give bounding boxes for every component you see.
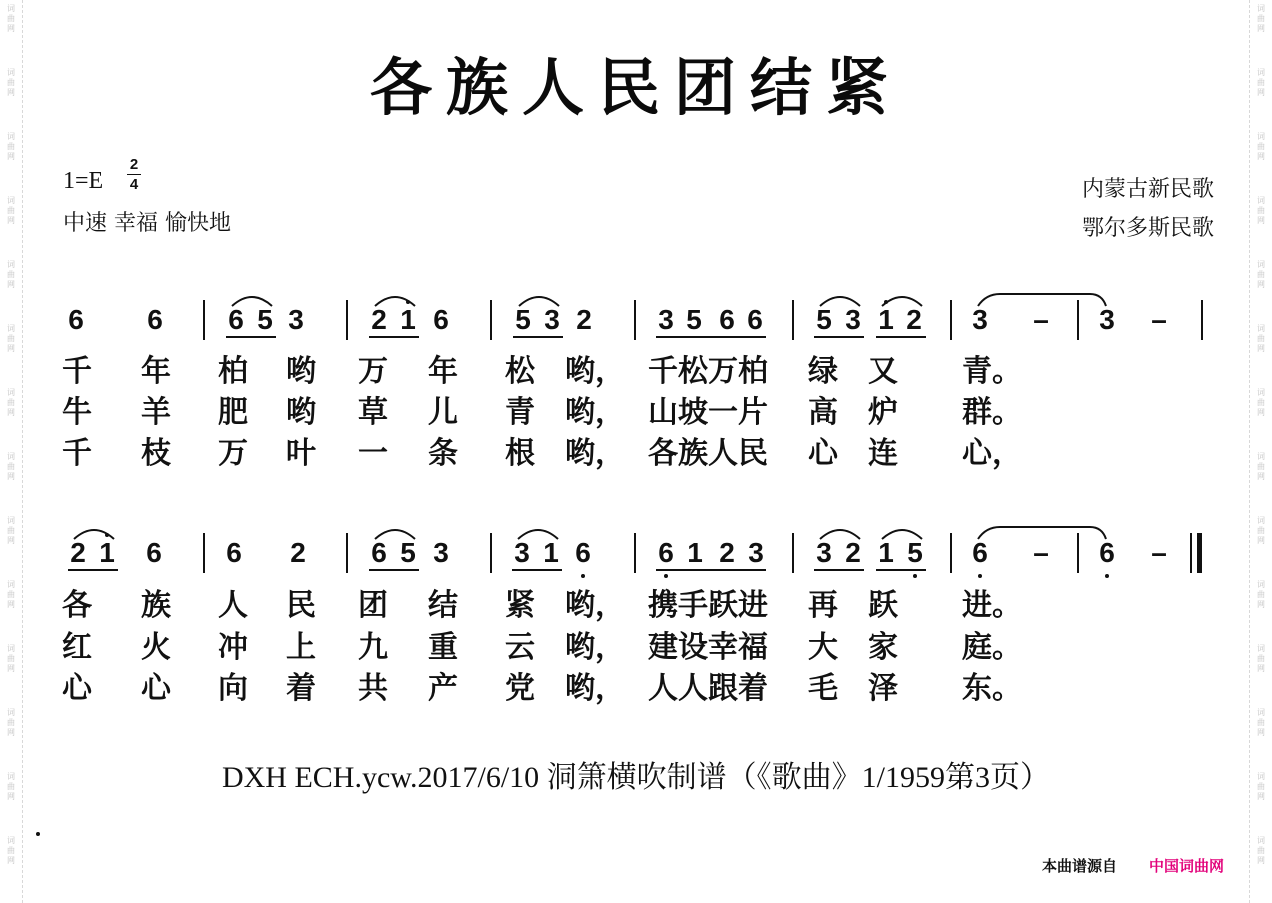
lyric-char: 哟， [565, 588, 625, 623]
note: 2 [70, 537, 86, 568]
lyric-char: 万 [358, 354, 388, 389]
watermark-text: 词 曲 网 [1257, 772, 1265, 801]
slur [518, 530, 558, 539]
watermark-text: 词 曲 网 [7, 68, 15, 97]
key-signature: 1=E [63, 168, 104, 194]
lyric-phrase: 携手跃进 [648, 588, 768, 623]
watermark-text: 词 曲 网 [1257, 708, 1265, 737]
watermark-text: 词 曲 网 [7, 196, 15, 225]
lyric-char: 人 [218, 588, 248, 623]
note: 6 [972, 537, 988, 568]
lyric-phrase: 千松万柏 [648, 354, 768, 389]
lyric-char: 草 [358, 395, 388, 430]
watermark-text: 词 曲 网 [7, 4, 15, 33]
watermark-text: 词 曲 网 [1257, 452, 1265, 481]
note: 6 [228, 304, 244, 335]
lyric-char: 心 [141, 671, 171, 706]
note: 2 [576, 304, 592, 335]
note: 1 [99, 537, 115, 568]
tempo-marking: 中速 幸福 愉快地 [63, 211, 231, 236]
lyric-char: 羊 [141, 395, 171, 430]
lyric-char: 心， [962, 436, 1022, 471]
watermark-text: 词 曲 网 [7, 516, 15, 545]
note: 5 [686, 304, 702, 335]
note: 6 [147, 304, 163, 335]
lyric-char: 哟， [565, 395, 625, 430]
lyric-phrase: 建设幸福 [648, 630, 768, 665]
lyric-char: 火 [141, 630, 171, 665]
lyric-char: 肥 [218, 395, 248, 430]
note: 6 [719, 304, 735, 335]
lyric-char: 云 [505, 630, 535, 665]
lyric-char: 柏 [218, 354, 248, 389]
lyric-char: 年 [428, 354, 458, 389]
lyric-char: 毛 [808, 671, 838, 706]
slur [375, 530, 415, 539]
slur [820, 297, 860, 306]
note: 3 [514, 537, 530, 568]
watermark-text: 词 曲 网 [1257, 68, 1265, 97]
note: 5 [515, 304, 531, 335]
footer-source-label: 本曲谱源自 [1042, 857, 1118, 875]
lyric-char: 炉 [868, 395, 898, 430]
lyric-char: 哟， [565, 671, 625, 706]
lyric-char: 红 [62, 630, 92, 665]
lyric-char: 东。 [962, 671, 1022, 706]
note-dash: – [1151, 537, 1167, 568]
lyric-char: 哟 [286, 395, 316, 430]
lyric-char: 冲 [218, 630, 248, 665]
lyric-char: 产 [428, 671, 458, 706]
lyric-char: 庭。 [962, 630, 1022, 665]
lyric-phrase: 山坡一片 [648, 395, 768, 430]
note: 3 [1099, 304, 1115, 335]
scan-speck [36, 832, 40, 836]
watermark-text: 词 曲 网 [1257, 196, 1265, 225]
lyric-char: 大 [808, 630, 838, 665]
note: 6 [226, 537, 242, 568]
note: 2 [845, 537, 861, 568]
lyric-char: 心 [62, 671, 92, 706]
lyric-char: 叶 [286, 436, 316, 471]
note: 2 [290, 537, 306, 568]
lyric-char: 绿 [808, 354, 838, 389]
lyric-phrase: 各族人民 [648, 436, 768, 471]
watermark-text: 词 曲 网 [7, 644, 15, 673]
note: 1 [687, 537, 703, 568]
watermark-text: 词 曲 网 [7, 836, 15, 865]
note-dash: – [1151, 304, 1167, 335]
watermark-text: 词 曲 网 [7, 452, 15, 481]
note: 3 [658, 304, 674, 335]
tie [978, 294, 1090, 306]
lyric-char: 重 [428, 630, 458, 665]
lyric-char: 团 [358, 588, 388, 623]
watermark-text: 词 曲 网 [1257, 132, 1265, 161]
note: 6 [575, 537, 591, 568]
lyric-char: 千 [62, 354, 92, 389]
note: 6 [1099, 537, 1115, 568]
time-signature-top: 2 [129, 156, 139, 173]
lyric-char: 各 [62, 588, 92, 623]
note: 5 [907, 537, 923, 568]
watermark-text: 词 曲 网 [1257, 324, 1265, 353]
note: 6 [371, 537, 387, 568]
watermark-text: 词 曲 网 [1257, 836, 1265, 865]
watermark-text: 词 曲 网 [1257, 580, 1265, 609]
slur [882, 530, 922, 539]
lyric-char: 家 [868, 630, 898, 665]
lyric-char: 万 [218, 436, 248, 471]
watermark-text: 词 曲 网 [7, 388, 15, 417]
watermark-text: 词 曲 网 [1257, 388, 1265, 417]
slur [375, 297, 415, 306]
footer-site-link[interactable]: 中国词曲网 [1149, 857, 1225, 875]
transcription-credit: DXH ECH.ycw.2017/6/10 洞箫横吹制谱（《歌曲》1/1959第3页） [221, 761, 1051, 794]
time-signature-bottom: 4 [129, 176, 139, 193]
note: 6 [433, 304, 449, 335]
note-dash: – [1033, 537, 1049, 568]
lyric-char: 条 [428, 436, 458, 471]
lyric-char: 着 [286, 671, 316, 706]
lyric-char: 枝 [141, 436, 171, 471]
lyric-char: 连 [868, 436, 898, 471]
note: 1 [400, 304, 416, 335]
lyric-char: 心 [808, 436, 838, 471]
slur [74, 530, 114, 539]
watermark-text: 词 曲 网 [1257, 516, 1265, 545]
note: 3 [544, 304, 560, 335]
slur [820, 530, 860, 539]
lyric-char: 共 [358, 671, 388, 706]
watermark-text: 词 曲 网 [7, 580, 15, 609]
lyric-char: 松 [505, 354, 535, 389]
lyric-char: 又 [868, 354, 898, 389]
lyric-char: 哟 [286, 354, 316, 389]
lyric-char: 青 [505, 395, 535, 430]
watermark-text: 词 曲 网 [7, 132, 15, 161]
lyric-char: 年 [141, 354, 171, 389]
song-title: 各族人民团结紧 [369, 51, 902, 124]
slur [882, 297, 922, 306]
lyric-char: 上 [286, 630, 316, 665]
lyric-char: 进。 [962, 588, 1022, 623]
note: 1 [878, 304, 894, 335]
lyric-char: 儿 [428, 395, 458, 430]
note: 6 [747, 304, 763, 335]
note: 3 [845, 304, 861, 335]
note: 3 [748, 537, 764, 568]
source-line-2: 鄂尔多斯民歌 [1081, 216, 1214, 241]
slur [519, 297, 559, 306]
lyric-char: 千 [62, 436, 92, 471]
lyric-char: 紧 [505, 588, 535, 623]
lyric-char: 党 [505, 671, 535, 706]
watermark-text: 词 曲 网 [1257, 4, 1265, 33]
lyric-char: 结 [428, 588, 458, 623]
lyric-phrase: 人人跟着 [648, 671, 768, 706]
note: 5 [257, 304, 273, 335]
lyric-char: 哟， [565, 354, 625, 389]
lyric-char: 哟， [565, 630, 625, 665]
watermark-text: 词 曲 网 [7, 324, 15, 353]
note: 3 [972, 304, 988, 335]
lyric-char: 一 [358, 436, 388, 471]
note: 3 [288, 304, 304, 335]
watermark-text: 词 曲 网 [1257, 260, 1265, 289]
tie [1090, 294, 1106, 306]
note: 3 [816, 537, 832, 568]
note: 6 [658, 537, 674, 568]
lyric-char: 跃 [868, 588, 898, 623]
lyric-char: 泽 [868, 671, 898, 706]
note: 5 [816, 304, 832, 335]
watermark-text: 词 曲 网 [7, 772, 15, 801]
lyric-char: 高 [808, 395, 838, 430]
lyric-char: 民 [286, 588, 316, 623]
lyric-char: 向 [218, 671, 248, 706]
watermark-text: 词 曲 网 [7, 708, 15, 737]
tie [1090, 527, 1106, 539]
note: 2 [719, 537, 735, 568]
lyric-char: 群。 [962, 395, 1022, 430]
note: 1 [543, 537, 559, 568]
note: 6 [146, 537, 162, 568]
lyric-char: 青。 [962, 354, 1022, 389]
lyric-char: 哟， [565, 436, 625, 471]
watermark-text: 词 曲 网 [7, 260, 15, 289]
lyric-char: 九 [358, 630, 388, 665]
watermark-text: 词 曲 网 [1257, 644, 1265, 673]
note: 5 [400, 537, 416, 568]
slur [232, 297, 272, 306]
note: 2 [906, 304, 922, 335]
note: 1 [878, 537, 894, 568]
lyric-char: 再 [808, 588, 838, 623]
note: 2 [371, 304, 387, 335]
note-dash: – [1033, 304, 1049, 335]
note: 6 [68, 304, 84, 335]
tie [978, 527, 1090, 539]
lyric-char: 根 [505, 436, 535, 471]
lyric-char: 牛 [62, 395, 92, 430]
source-line-1: 内蒙古新民歌 [1081, 177, 1214, 202]
note: 3 [433, 537, 449, 568]
lyric-char: 族 [141, 588, 171, 623]
